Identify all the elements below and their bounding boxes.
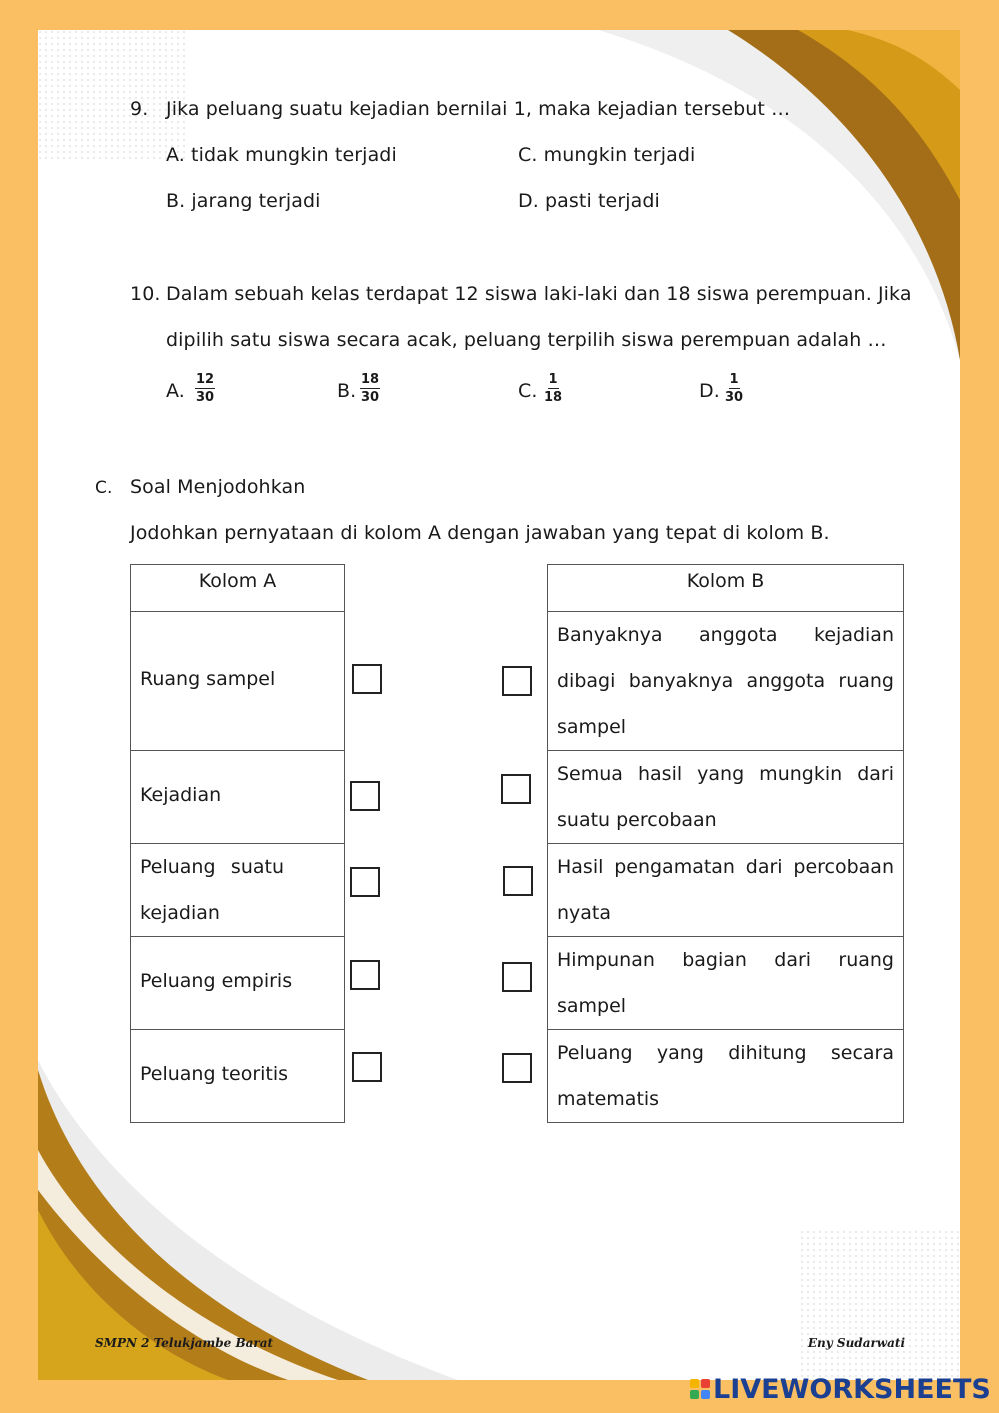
kolom-b-header: Kolom B xyxy=(547,564,904,612)
q9-option-b: B. jarang terjadi xyxy=(166,190,321,212)
q9-option-a: A. tidak mungkin terjadi xyxy=(166,144,397,166)
q10-line2: dipilih satu siswa secara acak, peluang terpilih siswa perempuan adalah … xyxy=(166,329,887,351)
kolom-a-item xyxy=(130,750,345,844)
match-box-b5[interactable] xyxy=(502,1053,532,1083)
match-box-a5[interactable] xyxy=(352,1052,382,1082)
kolom-a-item-text: Peluang suatu kejadian xyxy=(140,856,284,924)
liveworksheets-logo[interactable] xyxy=(690,1372,991,1406)
match-box-b1[interactable] xyxy=(502,666,532,696)
kolom-b-item xyxy=(547,843,904,937)
fraction-numerator: 1 xyxy=(729,372,739,387)
kolom-a-item xyxy=(130,936,345,1030)
q10-option-b-fraction xyxy=(360,372,380,405)
fraction-numerator: 18 xyxy=(361,372,380,387)
kolom-a-item-text: Peluang teoritis xyxy=(140,1063,289,1085)
liveworksheets-icon xyxy=(690,1379,710,1399)
kolom-a-item xyxy=(130,611,345,751)
section-c-instruction: Jodohkan pernyataan di kolom A dengan jawaban yang tepat di kolom B. xyxy=(130,522,830,544)
kolom-a-header: Kolom A xyxy=(130,564,345,612)
kolom-a-item xyxy=(130,843,345,937)
match-box-a3[interactable] xyxy=(350,867,380,897)
fraction-denominator: 30 xyxy=(196,390,215,405)
q10-option-c-letter: C. xyxy=(518,380,538,402)
fraction-denominator: 18 xyxy=(544,390,563,405)
kolom-b-item-text: Peluang yang dihitung secara matematis xyxy=(557,1042,894,1110)
section-c-title: Soal Menjodohkan xyxy=(130,476,306,498)
fraction-numerator: 1 xyxy=(548,372,558,387)
q10-option-d-fraction xyxy=(725,372,743,405)
q9-text: Jika peluang suatu kejadian bernilai 1, maka kejadian tersebut … xyxy=(166,98,791,120)
kolom-b-item xyxy=(547,750,904,844)
q10-option-a-fraction xyxy=(195,372,215,405)
kolom-b-item-text: Semua hasil yang mungkin dari suatu percobaan xyxy=(557,763,894,831)
q10-line1: Dalam sebuah kelas terdapat 12 siswa laki-laki dan 18 siswa perempuan. Jika xyxy=(166,283,912,305)
kolom-a-item xyxy=(130,1029,345,1123)
worksheet-page xyxy=(38,30,960,1380)
kolom-b-item xyxy=(547,1029,904,1123)
match-box-a4[interactable] xyxy=(350,960,380,990)
match-box-b3[interactable] xyxy=(503,866,533,896)
kolom-b-item-text: Hasil pengamatan dari percobaan nyata xyxy=(557,856,894,924)
q10-number: 10. xyxy=(130,283,161,305)
section-c-letter: C. xyxy=(95,478,113,498)
footer-author: Eny Sudarwati xyxy=(807,1336,905,1350)
fraction-denominator: 30 xyxy=(725,390,744,405)
match-box-a1[interactable] xyxy=(352,664,382,694)
fraction-denominator: 30 xyxy=(361,390,380,405)
q9-number: 9. xyxy=(130,98,149,120)
q10-option-b-letter: B. xyxy=(337,380,357,402)
kolom-a-item-text: Ruang sampel xyxy=(140,668,276,690)
q10-option-d-letter: D. xyxy=(699,380,720,402)
q9-option-d: D. pasti terjadi xyxy=(518,190,660,212)
q10-option-a-letter: A. xyxy=(166,380,185,402)
match-box-b2[interactable] xyxy=(501,774,531,804)
kolom-a-item-text: Peluang empiris xyxy=(140,970,293,992)
kolom-b-item xyxy=(547,611,904,751)
match-box-a2[interactable] xyxy=(350,781,380,811)
fraction-numerator: 12 xyxy=(196,372,215,387)
q9-option-c: C. mungkin terjadi xyxy=(518,144,696,166)
kolom-b-item xyxy=(547,936,904,1030)
brand-name: LIVEWORKSHEETS xyxy=(713,1373,991,1405)
q10-option-c-fraction xyxy=(544,372,562,405)
match-box-b4[interactable] xyxy=(502,962,532,992)
kolom-a-item-text: Kejadian xyxy=(140,784,222,806)
kolom-b-item-text: Banyaknya anggota kejadian dibagi banyaknya anggota ruang sampel xyxy=(557,624,894,738)
footer-school: SMPN 2 Telukjambe Barat xyxy=(95,1336,274,1350)
kolom-b-item-text: Himpunan bagian dari ruang sampel xyxy=(557,949,894,1017)
